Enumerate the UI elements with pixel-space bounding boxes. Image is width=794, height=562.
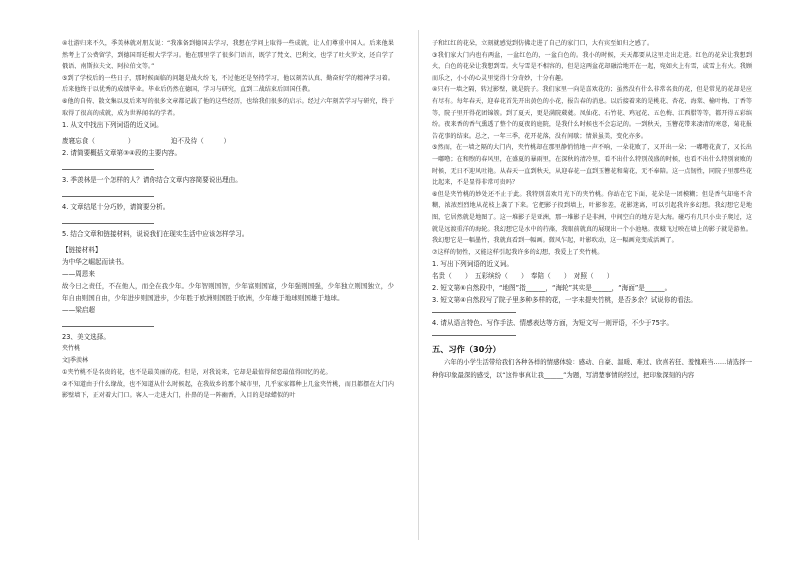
link-material-1-author: ——周恩来 <box>62 270 95 279</box>
answer-line[interactable] <box>432 335 516 336</box>
right-question-4: 4. 请从语言特色、写作手法、情感表达等方面，为短文写一则评语，不少于75字。 <box>432 319 673 328</box>
right-question-3: 3. 短文第④自然段写了院子里多种多样的花，一字未提夹竹桃，是否多余？试说你的看法。 <box>432 296 697 305</box>
essay-author: 文|季羡林 <box>62 357 89 365</box>
writing-prompt: 六年的小学生活带给我们各种各样的情感体验：感动、自豪、温暖、难过、欣喜若狂、羞愧难当……请选择一种你印象最深的感受，以“这件事真让我______”为题，写清楚事情的经过，把印象深刻的内容 <box>432 358 752 379</box>
link-material-2-author: ——梁启超 <box>62 306 95 315</box>
question-5: 5. 结合文章和链接材料，说说我们在现实生活中应该怎样学习。 <box>62 230 249 239</box>
question-2: 2. 请简要概括文章第③④段的主要内容。 <box>62 149 182 158</box>
question-3: 3. 季羡林是一个怎样的人？请你结合文章内容简要说出理由。 <box>62 176 242 185</box>
link-material-title: 【链接材料】 <box>62 246 102 255</box>
right-question-2: 2. 短文第⑥自然段中，“地图”指______，“海轮”其实是______，“海面”是______。 <box>432 284 672 293</box>
essay-paragraph-2: ②不知道由于什么缘故，也不知道从什么时候起，在我故乡的那个城市里，几乎家家都种上几盆夹竹桃，而且都摆在大门内影壁墙下，正对着大门口。客人一走进大门，扑鼻的是一阵幽香，入目的是绿蜡似的叶 <box>62 380 394 400</box>
question-1-items: 废寝忘食（ ） 迫不及待（ ） <box>62 137 231 146</box>
reading-paragraph-4: ④壮游归来不久，季美林就对朋友说：“我准备到德国去学习，我想在学问上取得一些成就，让人们尊重中国人。后来他果然考上了公费留学，到德国哥廷根大学学习。他在那里学了很多门语言，既学了梵文、巴利文，也学了吐火罗文，还自学了俄语、南斯拉夫文、阿拉伯文等。” <box>62 40 394 71</box>
left-column <box>62 38 394 402</box>
essay-paragraph-3: ③我们家大门内也有两盆，一盆红色的，一盆白色的。我小的时候，天天都要从这里走出走进。红色的花朵让我想到火，白色的花朵让我想到雪。火与雪是不相容的，但是这两盆花却融洽地开在一起，宛如火上有雪，或雪上有火。我顾而乐之，小小的心灵里觉得十分奇妙，十分有趣。 <box>432 51 752 82</box>
essay-continuation: 子和红红的花朵，立刻就感觉到仿佛走进了自己的家门口，大有宾至如归之感了。 <box>432 40 654 47</box>
question-4: 4. 文章结尾十分巧妙，请简要分析。 <box>62 203 170 212</box>
link-material-1: 为中华之崛起而读书。 <box>62 258 128 267</box>
column-divider <box>418 30 419 540</box>
answer-line[interactable] <box>62 196 154 197</box>
right-column <box>432 38 752 381</box>
link-material-2: 故今日之责任，不在他人，而全在我少年。少年智则国智，少年富则国富，少年强则国强，少年独立则国独立，少年自由则国自由，少年进步则国进步，少年胜于欧洲则国胜于欧洲，少年雄于地球则国雄于地球。 <box>62 282 394 303</box>
section-5-title: 五、习作（30分） <box>432 344 501 355</box>
essay-paragraph-5: ⑤然而，在一墙之隔的大门内，夹竹桃却在那里静悄悄地一声不响，一朵花败了，又开出一朵；一嘟噜花黄了，又长出一嘟噜；在和煦的春风里，在盛夏的暴雨里，在深秋的清冷里，看不出什么特别茂盛的时候，也看不出什么特别衰败的时候，无日不迎风吐艳。从春天一直到秋天，从迎春花一直到玉簪花和菊花，无不奉陪。这一点韧性，同院子里那些花比起来，不是显得非常可贵吗？ <box>432 144 752 187</box>
answer-line[interactable] <box>432 312 516 313</box>
answer-line[interactable] <box>62 223 154 224</box>
answer-line[interactable] <box>62 326 154 327</box>
answer-line[interactable] <box>62 169 154 170</box>
essay-paragraph-7: ⑦这样的韧性，又能这样引起我许多的幻想，我爱上了夹竹桃。 <box>432 248 604 256</box>
question-23: 23、美文选择。 <box>62 333 110 342</box>
essay-title: 夹竹桃 <box>62 345 81 353</box>
essay-paragraph-1: ①夹竹桃不是名贵的花，也不是最美丽的花，但是，对我说来，它却是最值得留恋最值得回忆的花。 <box>62 369 332 377</box>
right-question-1-items: 名贵（ ） 五彩缤纷（ ） 奉陪（ ） 对照（ ） <box>432 272 614 281</box>
reading-paragraph-5: ⑤到了学校后的一些日子，那时候面临的问题是战火纷飞，不过他还是坚持学习，他以刻苦认真、勤奋好学的精神学习着。后来他终于以优秀的成绩毕业。毕业后仍然在德国，学习与研究，直到二战结束后回国任教。 <box>62 74 394 94</box>
essay-paragraph-6: ⑥但是夹竹桃的妙处还不止于此。我特别喜欢月光下的夹竹桃。你站在它下面，花朵是一团模糊；但是香气却毫不含糊，浓浓烈烈地从花枝上袭了下来。它把影子投到墙上，叶影参差，花影迷离，可以引起我许多幻想。我幻想它是地图，它居然就是地图了。这一堆影子是亚洲，那一堆影子是非洲，中间空白的地方是大海。碰巧有几只小虫子爬过，这就是远渡重洋的海轮。我幻想它是水中的荇藻，我眼前就真的展现出一个小池塘。夜蛾飞过映在墙上的影子就是游鱼。我幻想它是一幅墨竹，我就真看到一幅画。微风乍起，叶影吹动，这一幅画竟变成活画了。 <box>432 190 752 245</box>
right-question-1: 1. 写出下列词语的近义词。 <box>432 260 513 269</box>
question-1: 1. 从文中找出下列词语的近义词。 <box>62 121 163 130</box>
essay-paragraph-4: ④只有一墙之隔，转过影壁，就是院子。我们家里一向是喜欢花的；虽然没有什么非常名贵的花，但是常见的花却是应有尽有。每年春天，迎春花首先开出黄色的小花，报告春的消息。以后接着来的是桃花、杏花、海棠、榆叶梅、丁香等等，院子里开得花团锦簇。到了夏天，更是满院葳蕤。凤仙花、石竹花、鸡冠花、五色梅、江西腊等等，都开得五彩缤纷。夜来香的香气熏透了整个的夏夜的庭院，是我什么时候也不会忘记的。一到秋天，玉簪花带来凄清的寒意，菊花报告花事的结束。总之，一年三季，花开花落，没有间歇；情景虽美，变化亦多。 <box>432 86 752 140</box>
reading-paragraph-6: ⑥他的自传、散文集以及后来写的很多文章都记载了他的这些经历，也给我们很多的启示。经过六年刻苦学习与研究，终于取得了很高的成就，成为世界闻名的学者。 <box>62 97 394 117</box>
